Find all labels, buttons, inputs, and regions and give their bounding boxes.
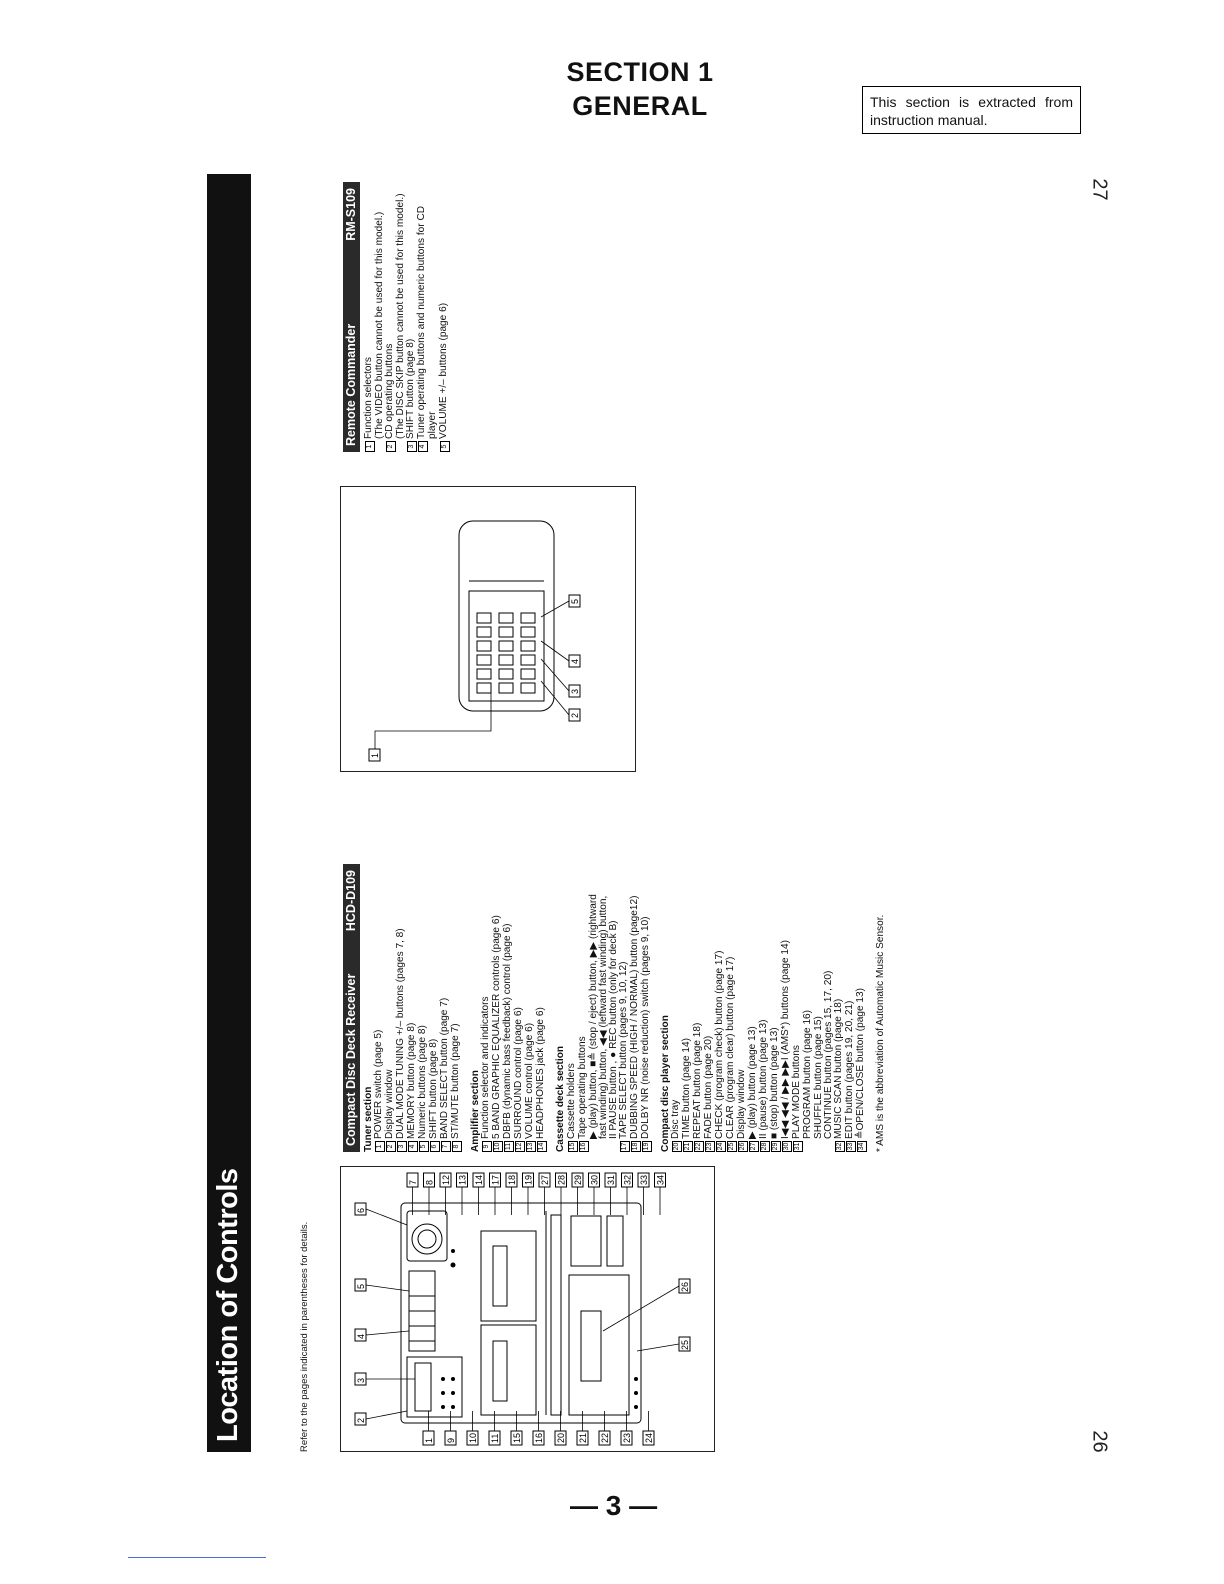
sub-item: ▶ (play) button, ■≜ (stop / eject) button, ▶▶ (rightward <box>587 894 599 1139</box>
item-number-badge: 1 <box>365 441 375 452</box>
item-text: MUSIC SCAN button (page 18) <box>833 998 845 1139</box>
extract-note-box: This section is extracted from instruction manual. <box>862 86 1081 134</box>
location-header-bar <box>207 174 251 1452</box>
callout-9: 9 <box>446 1437 456 1443</box>
item-text: PLAY MODE buttons <box>791 1045 803 1139</box>
item-number-badge: 7 <box>441 1141 451 1152</box>
callout-16: 16 <box>534 1432 544 1443</box>
item-text: player <box>427 411 439 439</box>
section-heading <box>540 55 740 123</box>
item-text: VOLUME +/– buttons (page 6) <box>437 302 449 439</box>
item-text: I◀◀ ◀◀ / ▶▶ ▶▶I (AMS*) buttons (page 14) <box>780 940 792 1139</box>
callout-2: 2 <box>356 1417 366 1423</box>
callout-26: 26 <box>680 1281 690 1292</box>
receiver-control-list <box>364 842 886 1152</box>
callout-34: 34 <box>655 1174 666 1185</box>
item-number-badge: 23 <box>706 1142 714 1151</box>
item-number-badge: 15 <box>568 1142 576 1151</box>
page-number-right: 27 <box>1088 178 1111 201</box>
item-text: 5 BAND GRAPHIC EQUALIZER controls (page 6) <box>491 915 503 1139</box>
callout-23: 23 <box>622 1432 632 1443</box>
item-text: II (pause) button (page 13) <box>758 1019 770 1139</box>
callout-33: 33 <box>639 1174 649 1185</box>
list-item <box>439 142 450 452</box>
item-text: DOLBY NR (noise reduction) switch (pages 9, 10) <box>640 916 652 1139</box>
item-number-badge: 3 <box>407 441 417 452</box>
sub-item: PROGRAM button (page 16) <box>802 1009 814 1139</box>
callout-28: 28 <box>556 1174 567 1185</box>
refer-note: Refer to the pages indicated in parentheses for details. <box>299 1221 310 1452</box>
receiver-figure <box>340 1166 715 1452</box>
item-number-badge: 20 <box>673 1142 681 1151</box>
callout-13: 13 <box>457 1174 468 1185</box>
item-number-badge: 27 <box>750 1142 758 1151</box>
list-item <box>451 842 462 1152</box>
cd-items <box>671 842 803 1152</box>
remote-illustration <box>341 487 635 771</box>
item-text: CHECK (program check) button (page 17) <box>714 950 726 1139</box>
callout-17: 17 <box>490 1174 501 1185</box>
callout-1: 1 <box>424 1437 434 1443</box>
item-number-badge: 5 <box>440 441 450 452</box>
item-text: SURROUND control (page 6) <box>513 1007 525 1139</box>
item-number-badge: 2 <box>386 1141 396 1152</box>
item-text: REPEAT button (page 18) <box>692 1022 704 1139</box>
callout-32: 32 <box>622 1174 633 1185</box>
callout-27: 27 <box>540 1174 550 1185</box>
cd-sub-items <box>803 842 834 1152</box>
item-number-badge: 14 <box>538 1142 546 1151</box>
remote-heading: Remote Commander <box>344 323 358 446</box>
location-title: Location of Controls <box>212 1168 244 1442</box>
callout-30: 30 <box>589 1174 600 1185</box>
cd-items-2 <box>834 842 867 1152</box>
item-text: Display window <box>736 1069 748 1139</box>
item-number-badge: 30 <box>783 1142 791 1151</box>
remote-callout-4: 4 <box>570 658 580 664</box>
item-text: CD operating buttons <box>384 343 396 439</box>
item-number-badge: 28 <box>761 1142 769 1151</box>
callout-6: 6 <box>356 1207 366 1213</box>
item-number-badge: 6 <box>430 1141 440 1152</box>
list-item <box>536 842 547 1152</box>
callout-29: 29 <box>573 1174 583 1185</box>
remote-callout-2: 2 <box>570 712 580 718</box>
item-text: Disc tray <box>670 1099 682 1139</box>
callout-5: 5 <box>356 1283 366 1289</box>
callout-10: 10 <box>468 1432 478 1443</box>
remote-callout-3: 3 <box>570 688 580 694</box>
item-number-badge: 34 <box>858 1142 866 1151</box>
callout-8: 8 <box>424 1179 435 1185</box>
callout-7: 7 <box>408 1179 418 1185</box>
callout-3: 3 <box>356 1377 366 1383</box>
item-text: VOLUME control (page 6) <box>524 1022 536 1139</box>
item-number-badge: 12 <box>516 1142 524 1151</box>
list-item <box>417 142 428 452</box>
remote-heading-bar <box>343 182 360 452</box>
item-number-badge: 13 <box>527 1142 535 1151</box>
item-text: Function selector and indicators <box>480 996 492 1139</box>
cassette-sub-items <box>589 842 620 1152</box>
cassette-items <box>567 842 589 1152</box>
footer-rule <box>128 1557 266 1558</box>
remote-callout-5: 5 <box>570 598 580 604</box>
receiver-heading-bar <box>343 864 360 1152</box>
item-number-badge: 29 <box>772 1142 780 1151</box>
callout-19: 19 <box>523 1174 534 1185</box>
callout-20: 20 <box>556 1432 566 1443</box>
item-text: POWER switch (page 5) <box>373 1029 385 1139</box>
item-text: TAPE SELECT button (pages 9, 10, 12) <box>618 961 630 1139</box>
item-number-badge: 8 <box>452 1141 462 1152</box>
item-number-badge: 17 <box>621 1142 629 1151</box>
sub-item: II PAUSE button , ● REC button (only for deck B) <box>608 920 620 1139</box>
item-text: ■ (stop) button (page 13) <box>769 1027 781 1139</box>
item-text: DUBBING SPEED (HIGH / NORMAL) button (page12) <box>629 895 641 1139</box>
item-number-badge: 9 <box>482 1141 492 1152</box>
item-text: SHIFT button (page 8) <box>428 1038 440 1139</box>
callout-4: 4 <box>356 1333 366 1339</box>
remote-figure <box>340 486 636 772</box>
item-number-badge: 26 <box>739 1142 747 1151</box>
callout-24: 24 <box>644 1432 654 1443</box>
item-number-badge: 18 <box>632 1142 640 1151</box>
callout-31: 31 <box>606 1174 616 1185</box>
item-number-badge: 5 <box>419 1141 429 1152</box>
tuner-items <box>374 842 462 1152</box>
item-text: FADE button (page 20) <box>703 1035 715 1139</box>
item-number-badge: 16 <box>579 1142 587 1151</box>
item-number-badge: 4 <box>418 441 428 452</box>
remote-control-list <box>364 142 450 452</box>
sub-item: fast winding) button, ◀◀ (leftward fast winding) button, <box>597 895 609 1139</box>
item-text: DUAL MODE TUNING +/– buttons (pages 7, 8) <box>395 928 407 1139</box>
section-title: GENERAL <box>572 91 708 121</box>
rotated-content <box>207 174 1087 1452</box>
sub-item: SHUFFLE button (page 15) <box>812 1016 824 1139</box>
page-footer: — 3 — <box>570 1490 658 1521</box>
callout-21: 21 <box>578 1432 588 1443</box>
item-text: Function selectors <box>363 357 374 439</box>
amplifier-items <box>481 842 547 1152</box>
item-text: DBFB (dynamic bass feedback) control (page 6) <box>502 923 514 1139</box>
item-text: MEMORY button (page 8) <box>406 1022 418 1139</box>
cd-section-title: Compact disc player section <box>660 1015 672 1152</box>
list-item <box>641 842 652 1152</box>
item-text: Tape operating buttons <box>576 1036 588 1139</box>
page-number-left: 26 <box>1088 1430 1111 1453</box>
remote-callout-1: 1 <box>370 752 380 758</box>
item-text: BAND SELECT button (page 7) <box>439 997 451 1139</box>
item-text: HEADPHONES jack (page 6) <box>535 1007 547 1139</box>
receiver-heading: Compact Disc Deck Receiver <box>344 973 358 1146</box>
item-text: Numeric buttons (page 8) <box>417 1025 429 1139</box>
item-number-badge: 25 <box>728 1142 736 1151</box>
item-text: Display window <box>384 1069 396 1139</box>
remote-items <box>364 142 450 452</box>
item-number-badge: 10 <box>494 1142 502 1151</box>
callout-15: 15 <box>512 1432 522 1443</box>
item-number-badge: 22 <box>695 1142 703 1151</box>
item-text: (The VIDEO button cannot be used for this model.) <box>374 211 385 439</box>
item-number-badge: 2 <box>386 441 396 452</box>
item-text: Cassette holders <box>565 1063 577 1139</box>
item-text: TIME button (page 14) <box>681 1038 693 1139</box>
item-text: ST/MUTE button (page 7) <box>450 1023 462 1139</box>
item-text: ≜OPEN/CLOSE button (page 13) <box>855 988 867 1139</box>
cassette-section-title: Cassette deck section <box>555 1045 567 1152</box>
item-text: CLEAR (program clear) button (page 17) <box>725 956 737 1139</box>
callout-14: 14 <box>474 1174 484 1185</box>
item-text: EDIT button (pages 19, 20, 21) <box>844 1000 856 1139</box>
amplifier-section-title: Amplifier section <box>470 1070 482 1152</box>
item-text: (The DISC SKIP button cannot be used for this model.) <box>395 193 407 439</box>
list-item <box>856 842 867 1152</box>
item-text: ▶ (play) button (page 13) <box>747 1026 759 1139</box>
callout-22: 22 <box>600 1432 610 1443</box>
item-number-badge: 21 <box>684 1142 692 1151</box>
item-text: SHIFT button (page 8) <box>405 338 417 439</box>
item-number-badge: 3 <box>397 1141 407 1152</box>
tuner-section-title: Tuner section <box>363 1086 374 1152</box>
item-number-badge: 31 <box>794 1142 802 1151</box>
ams-footnote: * AMS is the abbreviation of Automatic Music Sensor. <box>875 914 887 1152</box>
list-item <box>578 842 589 1152</box>
item-number-badge: 11 <box>505 1142 513 1151</box>
remote-model: RM-S109 <box>344 188 358 241</box>
cassette-items-2 <box>619 842 652 1152</box>
item-number-badge: 19 <box>643 1142 651 1151</box>
callout-12: 12 <box>441 1174 451 1185</box>
callout-25: 25 <box>680 1339 690 1350</box>
item-number-badge: 4 <box>408 1141 418 1152</box>
item-number-badge: 33 <box>847 1142 855 1151</box>
item-text: Tuner operating buttons and numeric buttons for CD <box>416 205 428 439</box>
callout-18: 18 <box>507 1174 517 1185</box>
receiver-model: HCD-D109 <box>344 870 358 932</box>
item-number-badge: 24 <box>717 1142 725 1151</box>
item-number-badge: 1 <box>375 1141 385 1152</box>
receiver-illustration <box>341 1167 714 1451</box>
callout-11: 11 <box>490 1433 500 1443</box>
item-number-badge: 32 <box>836 1142 844 1151</box>
section-number: SECTION 1 <box>566 57 714 87</box>
sub-item: CONTINUE button (pages 15, 17, 20) <box>822 970 834 1139</box>
